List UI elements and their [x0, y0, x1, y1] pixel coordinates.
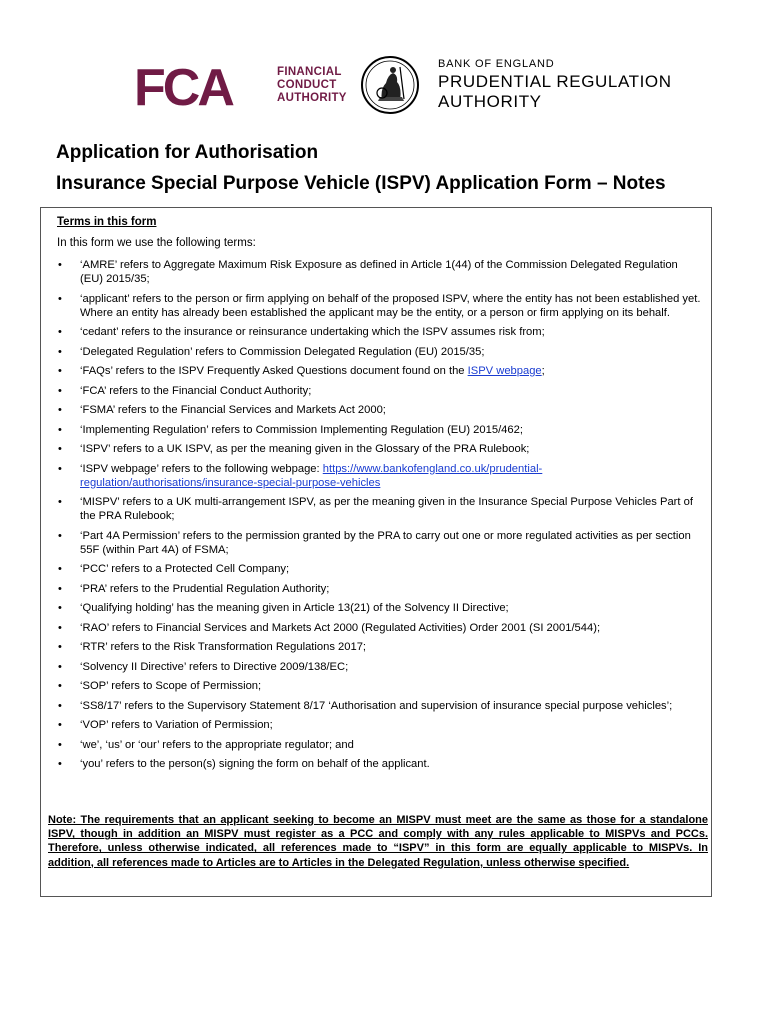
list-item-text: ‘AMRE’ refers to Aggregate Maximum Risk Exposure as defined in Article 1(44) of the Commission Delegated Regulation (EU) 2015/35; [80, 259, 678, 285]
list-item [41, 384, 713, 398]
list-item [41, 258, 713, 286]
list-item-text: ‘Implementing Regulation’ refers to Commission Implementing Regulation (EU) 2015/462; [80, 423, 523, 436]
bullet-icon: • [58, 384, 62, 397]
fca-logo-mark: FCA [134, 59, 232, 117]
bullet-icon: • [58, 443, 62, 455]
list-item-text: ‘ISPV webpage’ refers to the following webpage: [80, 462, 323, 475]
bullet-icon: • [58, 423, 62, 436]
list-item [41, 738, 713, 752]
pra-logo-line2: PRUDENTIAL REGULATION [438, 72, 672, 91]
fca-logo [134, 58, 347, 118]
list-item [41, 757, 713, 771]
list-item [41, 529, 713, 557]
bullet-icon: • [58, 758, 62, 770]
list-item [41, 442, 713, 456]
list-item [41, 495, 713, 523]
list-item-text: ‘Qualifying holding’ has the meaning given in Article 13(21) of the Solvency II Directive; [80, 602, 509, 614]
list-item [41, 562, 713, 576]
list-item-text: ‘MISPV’ refers to a UK multi-arrangement ISPV, as per the meaning given in the Insurance Special Purpose Vehicles Part of the PRA Rulebook; [80, 496, 693, 522]
bullet-icon: • [58, 326, 62, 338]
terms-intro: In this form we use the following terms: [57, 237, 256, 249]
list-item-text: ‘applicant’ refers to the person or firm applying on behalf of the proposed ISPV, where the entity has not been established yet. Where an entity has already been established the applicant may be the entity, or a person or firm applying on its behalf. [80, 292, 701, 319]
pra-logo-line3: AUTHORITY [438, 92, 542, 111]
bullet-icon: • [58, 602, 62, 614]
list-item-text: ‘SOP’ refers to Scope of Permission; [80, 680, 262, 692]
list-item [41, 345, 713, 359]
bullet-icon: • [58, 496, 62, 508]
list-item-suffix: ; [541, 365, 545, 377]
list-item-text: ‘RTR’ refers to the Risk Transformation Regulations 2017; [80, 641, 367, 653]
list-item-link[interactable]: https://www.bankofengland.co.uk/prudential-regulation/authorisations/insurance-special-purpose-vehicles [80, 462, 543, 489]
note-paragraph: Note: The requirements that an applicant seeking to become an MISPV must meet are the same as those for a standalone ISPV, though in addition an MISPV must register as a PCC and comply with any rules applicable to MISPVs and PCCs. Therefore, unless otherwise indicated, all references made to “ISPV” in this form are equally applicable to MISPVs. In addition, all references made to Articles are to Articles in the Delegated Regulation, unless otherwise specified. [48, 814, 708, 869]
list-item-text: ‘you’ refers to the person(s) signing the form on behalf of the applicant. [80, 758, 430, 770]
list-item [41, 582, 713, 596]
list-item [41, 462, 713, 490]
fca-word-1: FINANCIAL [277, 66, 342, 78]
list-item-text: ‘FCA’ refers to the Financial Conduct Authority; [80, 384, 312, 397]
bullet-icon: • [58, 563, 62, 575]
fca-logo-words [277, 66, 347, 105]
list-item [41, 364, 713, 378]
list-item [41, 292, 713, 320]
list-item-text: ‘ISPV’ refers to a UK ISPV, as per the meaning given in the Glossary of the PRA Rulebook; [80, 443, 530, 455]
list-item [41, 621, 713, 635]
list-item [41, 403, 713, 417]
fca-word-3: AUTHORITY [277, 92, 347, 104]
britannia-seal-icon [360, 55, 420, 115]
bullet-icon: • [58, 660, 62, 673]
pra-logo-line1: BANK OF ENGLAND [438, 58, 555, 70]
list-item-text: ‘PRA’ refers to the Prudential Regulation Authority; [80, 582, 330, 595]
list-item [41, 601, 713, 615]
list-item [41, 423, 713, 437]
bullet-icon: • [58, 462, 62, 475]
list-item-text: ‘cedant’ refers to the insurance or reinsurance undertaking which the ISPV assumes risk from; [80, 326, 545, 338]
bullet-icon: • [58, 582, 62, 595]
page-title: Application for Authorisation [56, 142, 319, 163]
bullet-icon: • [58, 404, 62, 416]
list-item-text: ‘RAO’ refers to Financial Services and Markets Act 2000 (Regulated Activities) Order 2001 (SI 2001/544); [80, 621, 601, 634]
list-item-text: ‘Solvency II Directive’ refers to Directive 2009/138/EC; [80, 660, 349, 673]
list-item-text: ‘Part 4A Permission’ refers to the permission granted by the PRA to carry out one or more regulated activities as per section 55F (within Part 4A) of FSMA; [80, 529, 691, 556]
list-item-text: ‘we’, ‘us’ or ‘our’ refers to the appropriate regulator; and [80, 738, 354, 751]
list-item [41, 660, 713, 674]
bullet-icon: • [58, 641, 62, 653]
list-item [41, 640, 713, 654]
terms-list [41, 258, 713, 777]
list-item-text: ‘SS8/17’ refers to the Supervisory Statement 8/17 ‘Authorisation and supervision of insurance special purpose vehicles’; [80, 699, 673, 712]
bullet-icon: • [58, 719, 62, 731]
bullet-icon: • [58, 292, 62, 305]
bullet-icon: • [58, 365, 62, 377]
list-item-link[interactable]: ISPV webpage [467, 365, 542, 377]
fca-word-2: CONDUCT [277, 79, 337, 91]
terms-heading: Terms in this form [57, 216, 157, 228]
bullet-icon: • [58, 699, 62, 712]
page-subtitle: Insurance Special Purpose Vehicle (ISPV) Application Form – Notes [56, 173, 666, 194]
bullet-icon: • [58, 738, 62, 751]
list-item [41, 699, 713, 713]
list-item-text: ‘FAQs’ refers to the ISPV Frequently Asked Questions document found on the [80, 365, 468, 377]
list-item-text: ‘FSMA’ refers to the Financial Services and Markets Act 2000; [80, 404, 386, 416]
list-item [41, 325, 713, 339]
list-item-text: ‘Delegated Regulation’ refers to Commission Delegated Regulation (EU) 2015/35; [80, 345, 485, 358]
bullet-icon: • [58, 621, 62, 634]
terms-box [40, 207, 712, 897]
list-item-text: ‘VOP’ refers to Variation of Permission; [80, 719, 273, 731]
list-item [41, 679, 713, 693]
bullet-icon: • [58, 680, 62, 692]
list-item-text: ‘PCC’ refers to a Protected Cell Company; [80, 563, 290, 575]
pra-logo [360, 55, 680, 117]
bullet-icon: • [58, 259, 62, 271]
bullet-icon: • [58, 345, 62, 358]
bullet-icon: • [58, 529, 62, 542]
list-item [41, 718, 713, 732]
